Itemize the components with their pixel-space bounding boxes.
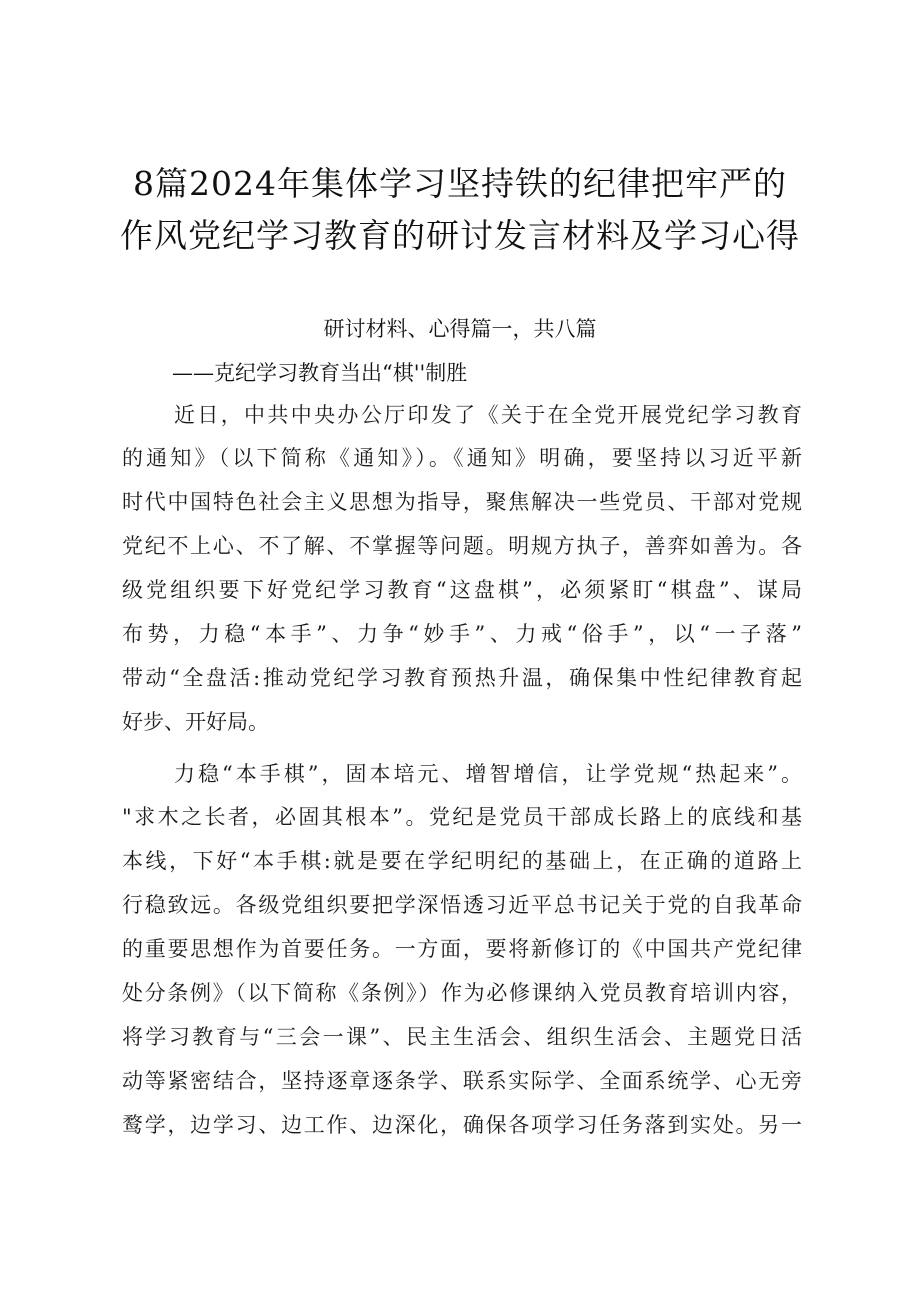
- section-heading: 研讨材料、心得篇一，共八篇: [323, 317, 597, 341]
- paragraph-2-line: 鹜学，边学习、边工作、边深化，确保各项学习任务落到实处。另一: [122, 1113, 802, 1137]
- paragraph-2-line: 本线，下好“本手棋:就是要在学纪明纪的基础上，在正确的道路上: [122, 849, 802, 873]
- paragraph-2-line: 的重要思想作为首要任务。一方面，要将新修订的《中国共产党纪律: [122, 937, 802, 961]
- paragraph-1-line: 时代中国特色社会主义思想为指导，聚焦解决一些党员、干部对党规: [122, 490, 802, 514]
- paragraph-2-line: 将学习教育与“三会一课”、民主生活会、组织生活会、主题党日活: [122, 1025, 802, 1049]
- paragraph-1-line: 党纪不上心、不了解、不掌握等问题。明规方执子，善弈如善为。各: [122, 534, 802, 558]
- paragraph-1-line: 好步、开好局。: [122, 710, 269, 734]
- paragraph-2-line: 力稳“本手棋”，固本培元、增智增信，让学党规“热起来”。: [174, 762, 802, 786]
- paragraph-1-line: 带动“全盘活:推动党纪学习教育预热升温，确保集中性纪律教育起: [122, 666, 802, 690]
- paragraph-2-line: 行稳致远。各级党组织要把学深悟透习近平总书记关于党的自我革命: [122, 893, 802, 917]
- paragraph-1-line: 近日，中共中央办公厅印发了《关于在全党开展党纪学习教育: [174, 403, 802, 427]
- section-subtitle: ——克纪学习教育当出“棋''制胜: [172, 361, 468, 385]
- paragraph-1-line: 级党组织要下好党纪学习教育“这盘棋”，必须紧盯“棋盘”、谋局: [122, 578, 802, 602]
- paragraph-2-line: "求木之长者，必固其根本”。党纪是党员干部成长路上的底线和基: [122, 805, 802, 829]
- document-title-line-2: 作风党纪学习教育的研讨发言材料及学习心得: [120, 216, 800, 255]
- document-title-line-1: 8篇2024年集体学习坚持铁的纪律把牢严的: [133, 164, 787, 203]
- paragraph-1-line: 布势，力稳“本手”、力争“妙手”、力戒“俗手”，以“一子落”: [122, 622, 802, 646]
- paragraph-1-line: 的通知》（以下简称《通知》）。《通知》明确，要坚持以习近平新: [122, 446, 802, 470]
- paragraph-2-line: 处分条例》（以下简称《条例》）作为必修课纳入党员教育培训内容，: [122, 981, 802, 1005]
- paragraph-2-line: 动等紧密结合，坚持逐章逐条学、联系实际学、全面系统学、心无旁: [122, 1069, 802, 1093]
